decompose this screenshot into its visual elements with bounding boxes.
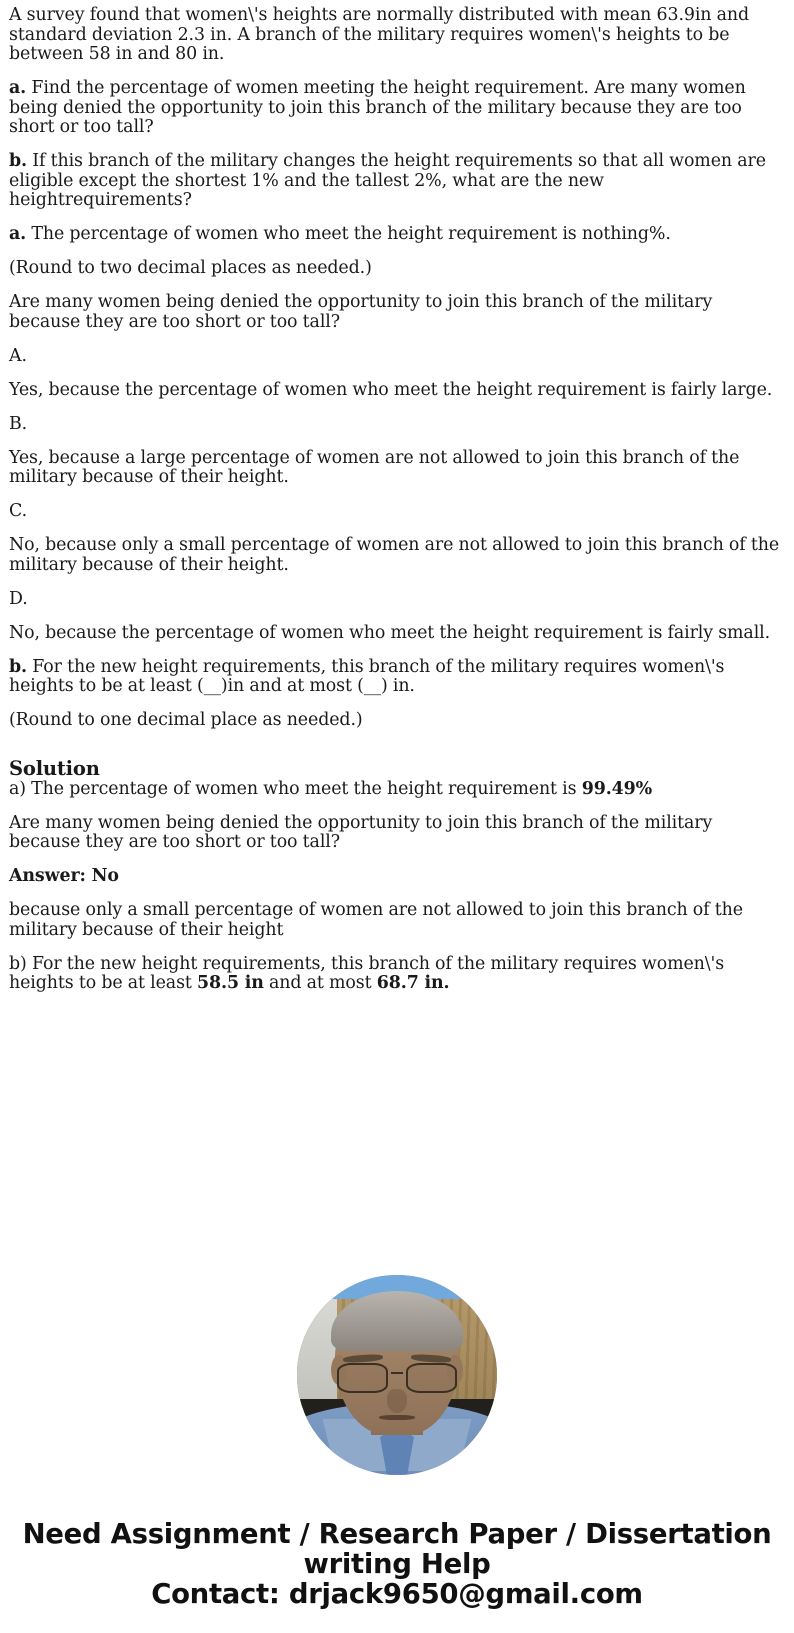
answer-field-a-round-note: (Round to two decimal places as needed.): [9, 258, 372, 278]
question-part-b-label: b.: [9, 151, 28, 171]
solution-followup-question: Are many women being denied the opportunity to join this branch of the military because they are too short or too tall?: [9, 812, 713, 852]
option-letter-b[interactable]: B.: [9, 413, 28, 434]
option-letter-d[interactable]: D.: [9, 588, 28, 609]
question-part-a: [9, 79, 785, 138]
solution-answer-reason: because only a small percentage of women are not allowed to join this branch of the military because of their height: [9, 900, 743, 940]
solution-block: [9, 758, 785, 994]
question-part-a-text: Find the percentage of women meeting the height requirement. Are many women being denied the opportunity to join this branch of the military because they are too short or too tall?: [9, 78, 746, 137]
option-letter-a[interactable]: A.: [9, 345, 27, 366]
solution-answer-label: [9, 867, 785, 887]
solution-heading: Solution: [9, 756, 100, 780]
photo-lens-right: [406, 1363, 457, 1393]
footer-line-1: Need Assignment / Research Paper / Dissertation: [22, 1517, 772, 1550]
question-part-b-text: If this branch of the military changes the height requirements so that all women are eligible except the shortest 1% and the tallest 2%, what are the new heightrequirements?: [9, 151, 766, 210]
answer-field-b-label: b.: [9, 656, 28, 677]
option-text-a[interactable]: Yes, because the percentage of women who meet the height requirement is fairly large.: [9, 379, 773, 400]
answer-field-b: [9, 658, 785, 697]
answer-field-b-text: For the new height requirements, this branch of the military requires women\'s heights to be at least (__)in and at most (__) in.: [9, 656, 725, 696]
solution-part-b-lower-value: 58.5 in: [197, 973, 264, 993]
photo-mouth: [379, 1415, 415, 1420]
option-text-c[interactable]: No, because only a small percentage of women are not allowed to join this branch of the military because of their height.: [9, 535, 780, 575]
photo-glasses-bridge: [391, 1372, 403, 1375]
footer-contact-banner: [9, 1519, 785, 1633]
question-prompt: [9, 6, 785, 65]
answer-field-a: [9, 225, 785, 245]
answer-field-b-round-note: (Round to one decimal place as needed.): [9, 710, 363, 730]
solution-part-a: [9, 780, 785, 800]
answer-field-a-label: a.: [9, 224, 27, 244]
solution-part-b-prefix: b) For the new height requirements, this branch of the military requires women\'s heights to be at least: [9, 953, 725, 993]
answer-field-a-followup-question: Are many women being denied the opportunity to join this branch of the military because they are too short or too tall?: [9, 292, 713, 332]
answer-field-a-text: The percentage of women who meet the height requirement is nothing%.: [31, 224, 671, 244]
question-block: [9, 0, 785, 731]
footer-line-2: writing Help: [303, 1547, 491, 1580]
solution-part-a-value: 99.49%: [581, 778, 653, 799]
option-letter-c[interactable]: C.: [9, 501, 28, 521]
photo-lens-left: [337, 1363, 388, 1393]
photo-nose: [387, 1389, 407, 1413]
avatar: [297, 1275, 497, 1475]
solution-part-b-middle: and at most: [263, 973, 377, 993]
photo-wall-left-panel: [297, 1299, 337, 1403]
solution-part-b: [9, 955, 785, 994]
option-text-b[interactable]: Yes, because a large percentage of women are not allowed to join this branch of the military because of their height.: [9, 447, 740, 487]
solution-part-a-prefix: a) The percentage of women who meet the height requirement is: [9, 778, 582, 799]
solution-part-b-upper-value: 68.7 in.: [376, 973, 450, 993]
option-text-d[interactable]: No, because the percentage of women who meet the height requirement is fairly small.: [9, 622, 771, 643]
solution-answer-label-text: Answer: No: [9, 866, 119, 886]
avatar-container: [9, 1275, 785, 1475]
question-part-b: [9, 152, 785, 211]
question-prompt-text: A survey found that women\'s heights are normally distributed with mean 63.9in and standard deviation 2.3 in. A branch of the military requires women\'s heights to be between 58 in and 80 in.: [9, 5, 750, 64]
question-part-a-label: a.: [9, 78, 27, 98]
footer-line-3: Contact: drjack9650@gmail.com: [151, 1577, 643, 1610]
